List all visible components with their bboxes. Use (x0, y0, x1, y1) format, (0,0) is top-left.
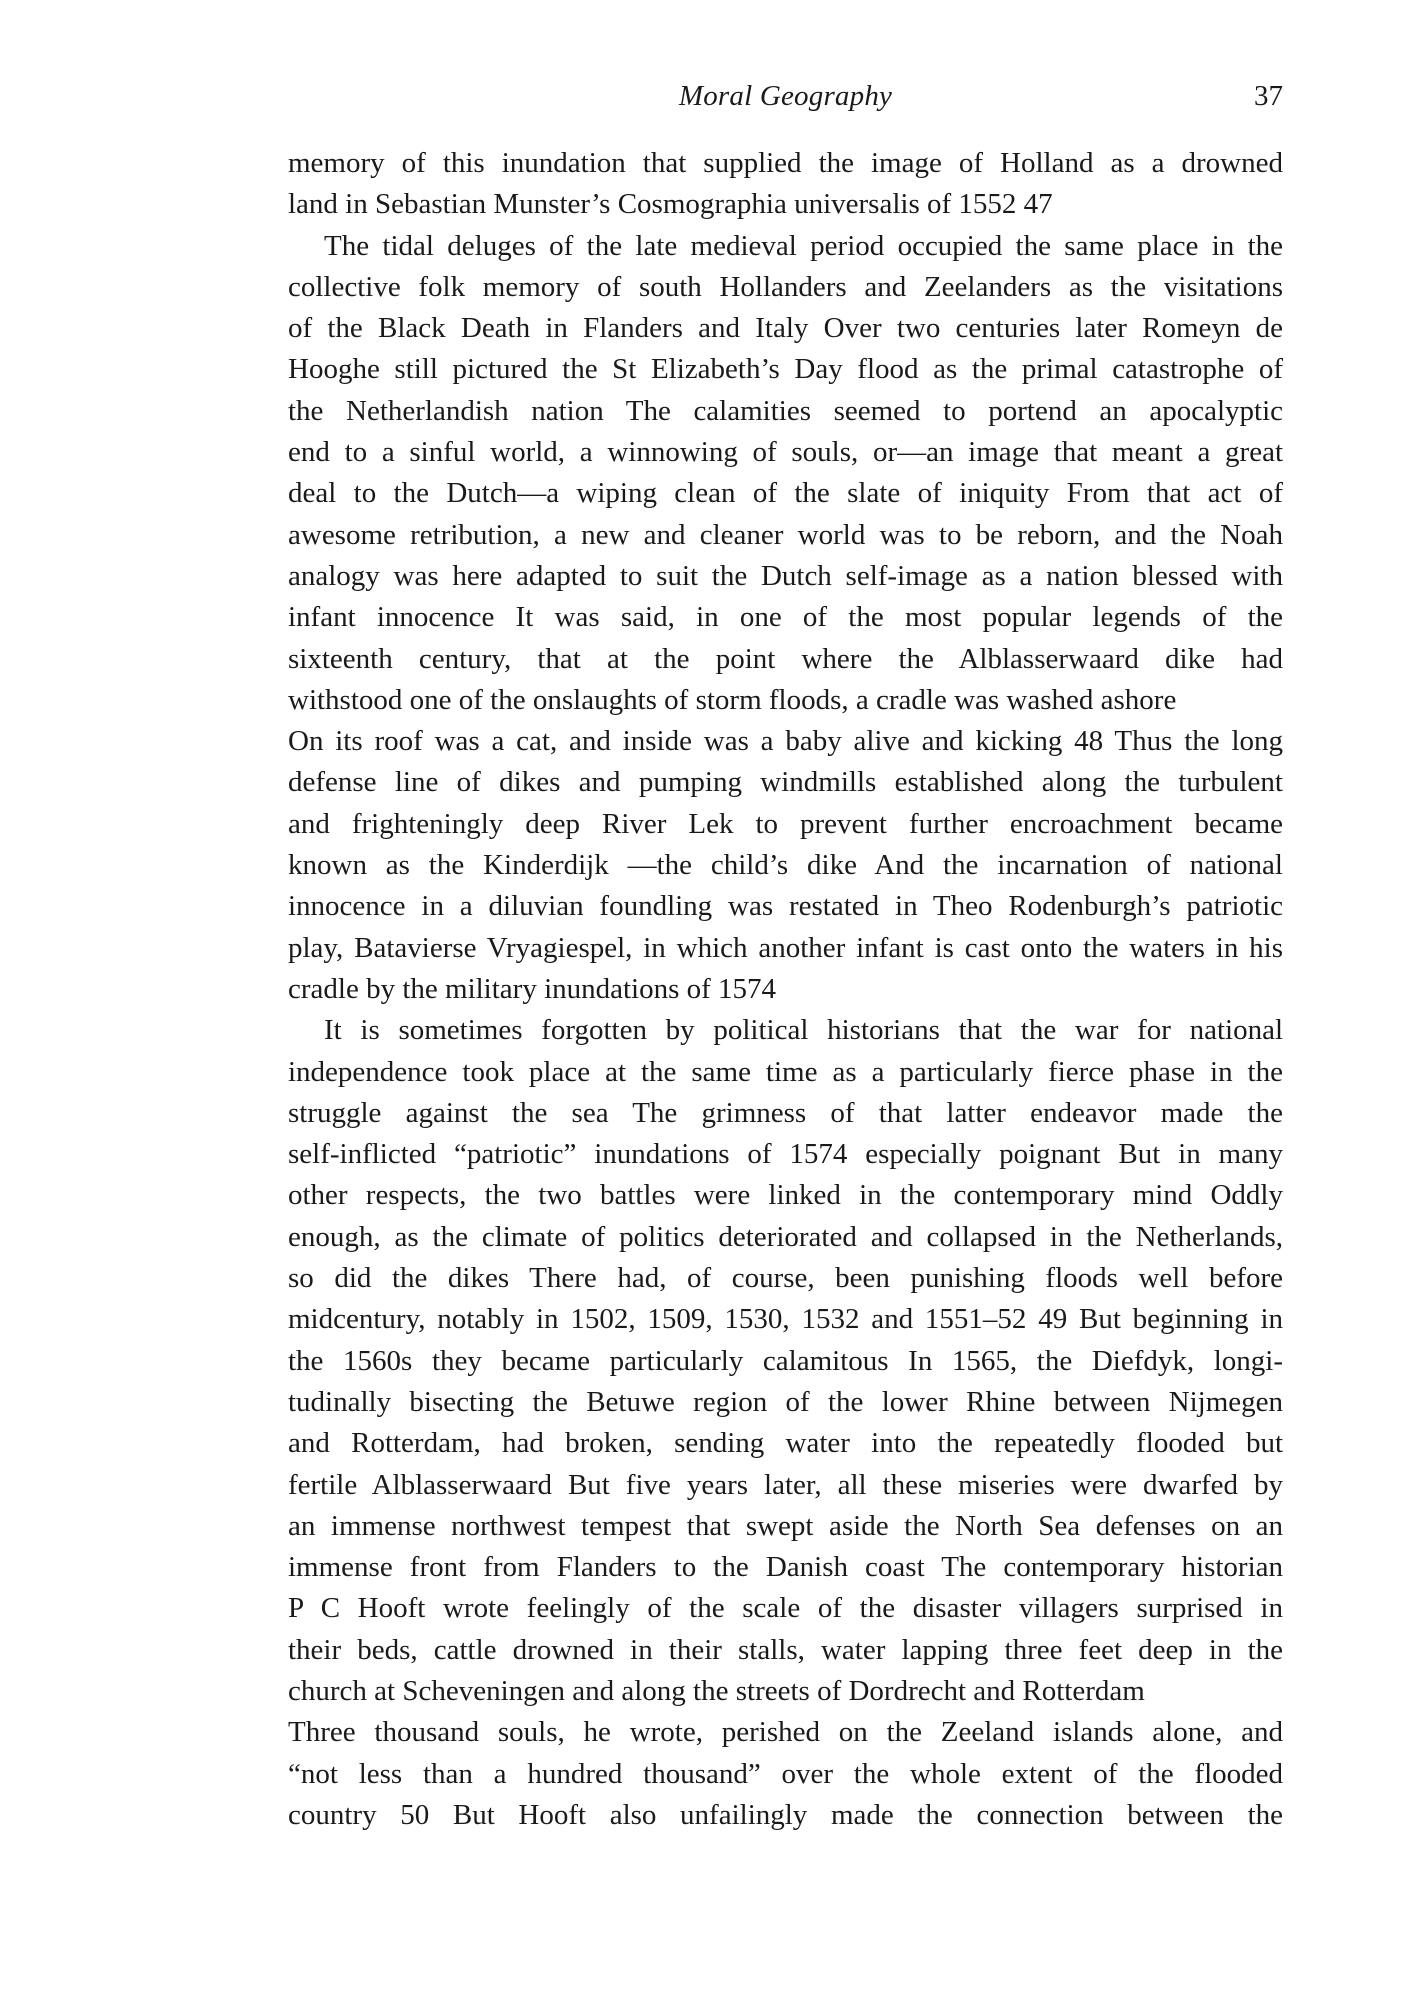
running-head (288, 80, 1283, 120)
text-line: innocence in a diluvian foundling was restated in Theo Rodenburgh’s patriotic (288, 890, 1283, 923)
text-line: It is sometimes forgotten by political historians that the war for national (324, 1014, 1283, 1047)
text-line: the 1560s they became particularly calamitous In 1565, the Diefdyk, longi- (288, 1344, 1283, 1377)
text-line: “not less than a hundred thousand” over the whole extent of the flooded (288, 1757, 1283, 1790)
text-line: memory of this inundation that supplied the image of Holland as a drowned (288, 147, 1283, 179)
text-line: P C Hooft wrote feelingly of the scale of the disaster villagers surprised in (288, 1592, 1283, 1625)
text-line: play, Batavierse Vryagiespel, in which another infant is cast onto the waters in his (288, 931, 1283, 964)
text-line: the Netherlandish nation The calamities seemed to portend an apocalyptic (288, 394, 1283, 427)
text-line: Hooghe still pictured the St Elizabeth’s Day flood as the primal catastrophe of (288, 353, 1283, 386)
text-line: immense front from Flanders to the Danish coast The contemporary historian (288, 1551, 1283, 1584)
text-line: land in Sebastian Munster’s Cosmographia universalis of 1552 47 (288, 188, 1053, 221)
body-text (288, 143, 1283, 1836)
text-line: deal to the Dutch—a wiping clean of the slate of iniquity From that act of (288, 477, 1283, 510)
text-line: church at Scheveningen and along the streets of Dordrecht and Rotterdam (288, 1674, 1145, 1707)
text-line: so did the dikes There had, of course, been punishing floods well before (288, 1262, 1283, 1295)
text-line: awesome retribution, a new and cleaner world was to be reborn, and the Noah (288, 518, 1283, 551)
text-line: country 50 But Hooft also unfailingly made the connection between the (288, 1798, 1283, 1831)
text-line: defense line of dikes and pumping windmills established along the turbulent (288, 766, 1283, 799)
text-line: an immense northwest tempest that swept aside the North Sea defenses on an (288, 1509, 1283, 1542)
text-line: their beds, cattle drowned in their stalls, water lapping three feet deep in the (288, 1633, 1283, 1666)
text-line: self-inflicted “patriotic” inundations of 1574 especially poignant But in many (288, 1138, 1283, 1171)
text-line: tudinally bisecting the Betuwe region of the lower Rhine between Nijmegen (288, 1385, 1283, 1418)
text-line: infant innocence It was said, in one of the most popular legends of the (288, 601, 1283, 634)
text-line: other respects, the two battles were linked in the contemporary mind Oddly (288, 1179, 1283, 1212)
text-line: The tidal deluges of the late medieval period occupied the same place in the (324, 229, 1283, 262)
text-line: cradle by the military inundations of 1574 (288, 972, 777, 1005)
text-line: known as the Kinderdijk —the child’s dike And the incarnation of national (288, 849, 1283, 882)
text-line: end to a sinful world, a winnowing of souls, or—an image that meant a great (288, 436, 1283, 469)
text-line: withstood one of the onslaughts of storm floods, a cradle was washed ashore (288, 683, 1177, 716)
text-line: On its roof was a cat, and inside was a baby alive and kicking 48 Thus the long (288, 725, 1283, 758)
text-line: Three thousand souls, he wrote, perished on the Zeeland islands alone, and (288, 1716, 1283, 1749)
running-title: Moral Geography (678, 80, 893, 112)
text-line: independence took place at the same time as a particularly fierce phase in the (288, 1055, 1283, 1088)
text-line: fertile Alblasserwaard But five years later, all these miseries were dwarfed by (288, 1468, 1283, 1501)
text-line: of the Black Death in Flanders and Italy Over two centuries later Romeyn de (288, 312, 1283, 345)
text-line: struggle against the sea The grimness of that latter endeavor made the (288, 1096, 1283, 1129)
page-number: 37 (1254, 80, 1283, 112)
text-line: enough, as the climate of politics deteriorated and collapsed in the Netherlands, (288, 1220, 1283, 1253)
text-line: sixteenth century, that at the point where the Alblasserwaard dike had (288, 642, 1283, 675)
text-line: midcentury, notably in 1502, 1509, 1530, 1532 and 1551–52 49 But beginning in (288, 1303, 1283, 1336)
text-line: and frighteningly deep River Lek to prevent further encroachment became (288, 807, 1283, 840)
text-line: collective folk memory of south Hollanders and Zeelanders as the visitations (288, 270, 1283, 303)
text-line: analogy was here adapted to suit the Dutch self-image as a nation blessed with (288, 559, 1283, 592)
text-line: and Rotterdam, had broken, sending water into the repeatedly flooded but (288, 1427, 1283, 1460)
